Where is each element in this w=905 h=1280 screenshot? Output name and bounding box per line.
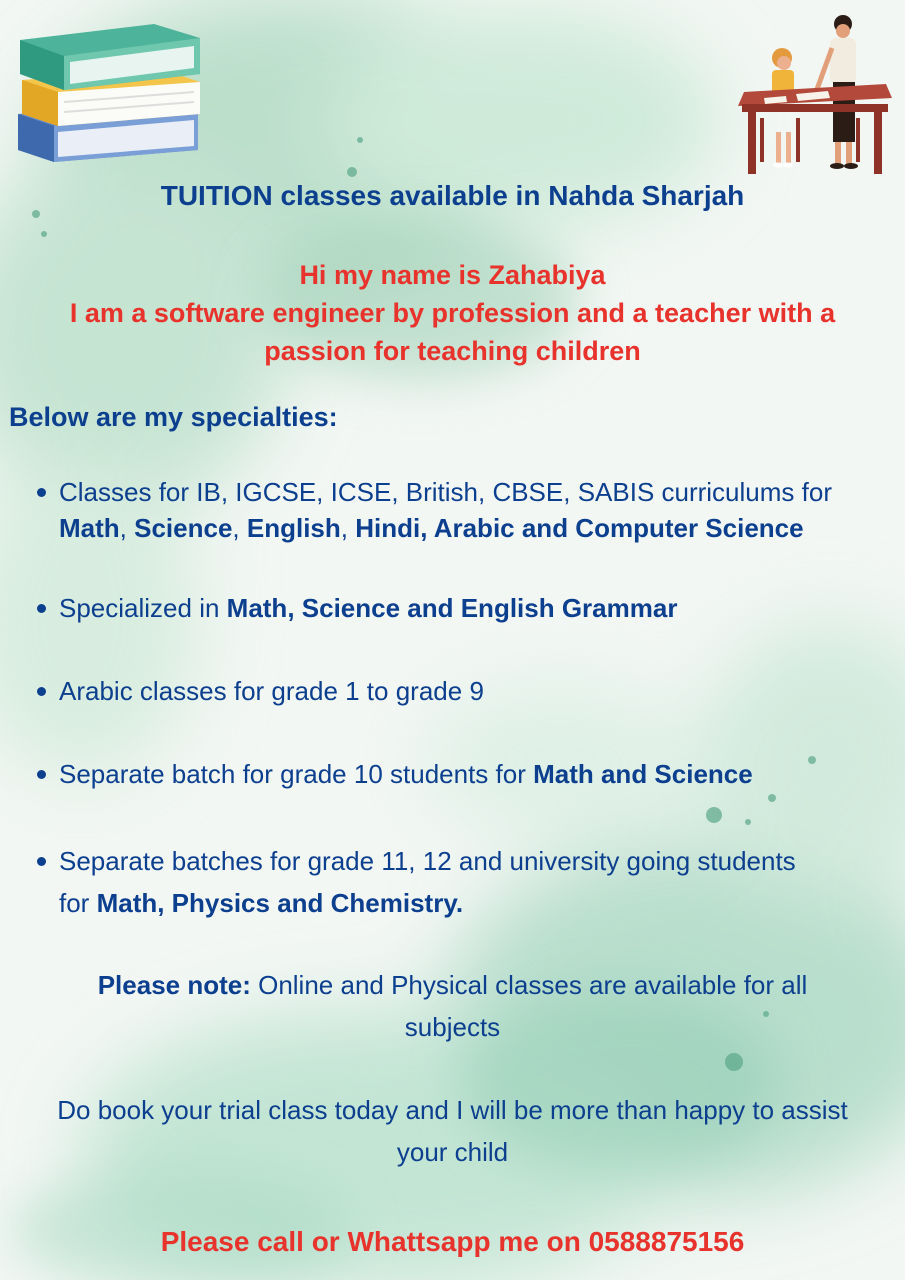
booking-block xyxy=(0,1089,905,1173)
teacher-student-illustration xyxy=(736,14,894,179)
bullet-icon xyxy=(37,604,46,613)
intro-line-3: passion for teaching children xyxy=(264,336,641,366)
intro-line-2: I am a software engineer by profession and a teacher with a xyxy=(69,298,836,328)
note-text-2: subjects xyxy=(404,1012,501,1042)
note-label: Please note: xyxy=(97,970,251,1000)
bullet-icon xyxy=(37,770,46,779)
item-text: Separate batch for grade 10 students for xyxy=(59,759,534,789)
item-text: Separate batches for grade 11, 12 and university going students xyxy=(59,846,796,876)
list-item xyxy=(37,756,897,792)
specialties-heading: Below are my specialties: xyxy=(9,402,338,432)
item-bold: Math, Science and English Grammar xyxy=(226,593,678,623)
list-item xyxy=(37,590,897,626)
item-bold: Math and Science xyxy=(533,759,753,789)
note-block xyxy=(0,964,905,1048)
subject-english: English xyxy=(246,513,341,543)
separator: , xyxy=(340,513,356,543)
item-text: Specialized in xyxy=(59,593,227,623)
list-item xyxy=(37,673,897,709)
item-text: for xyxy=(59,888,97,918)
page-title: TUITION classes available in Nahda Sharjah xyxy=(160,180,745,211)
list-item xyxy=(37,474,897,546)
item-text: Arabic classes for grade 1 to grade 9 xyxy=(59,676,484,706)
bullet-icon xyxy=(37,488,46,497)
subject-math: Math xyxy=(59,513,120,543)
intro-line-1: Hi my name is Zahabiya xyxy=(299,260,606,290)
separator: , xyxy=(232,513,247,543)
item-text: Classes for IB, IGCSE, ICSE, British, CBSE, SABIS curriculums for xyxy=(59,477,832,507)
intro-block xyxy=(0,256,905,370)
subject-others: Hindi, Arabic and Computer Science xyxy=(355,513,804,543)
books-illustration xyxy=(14,18,204,166)
booking-line-2: your child xyxy=(396,1137,509,1167)
contact-line: Please call or Whattsapp me on 0588875156 xyxy=(160,1226,745,1257)
list-item xyxy=(37,840,897,924)
separator: , xyxy=(119,513,135,543)
booking-line-1: Do book your trial class today and I will be more than happy to assist xyxy=(57,1095,848,1125)
bullet-icon xyxy=(37,857,46,866)
subject-science: Science xyxy=(134,513,233,543)
item-bold: Math, Physics and Chemistry. xyxy=(96,888,464,918)
note-text: Online and Physical classes are available for all xyxy=(250,970,808,1000)
bullet-icon xyxy=(37,687,46,696)
